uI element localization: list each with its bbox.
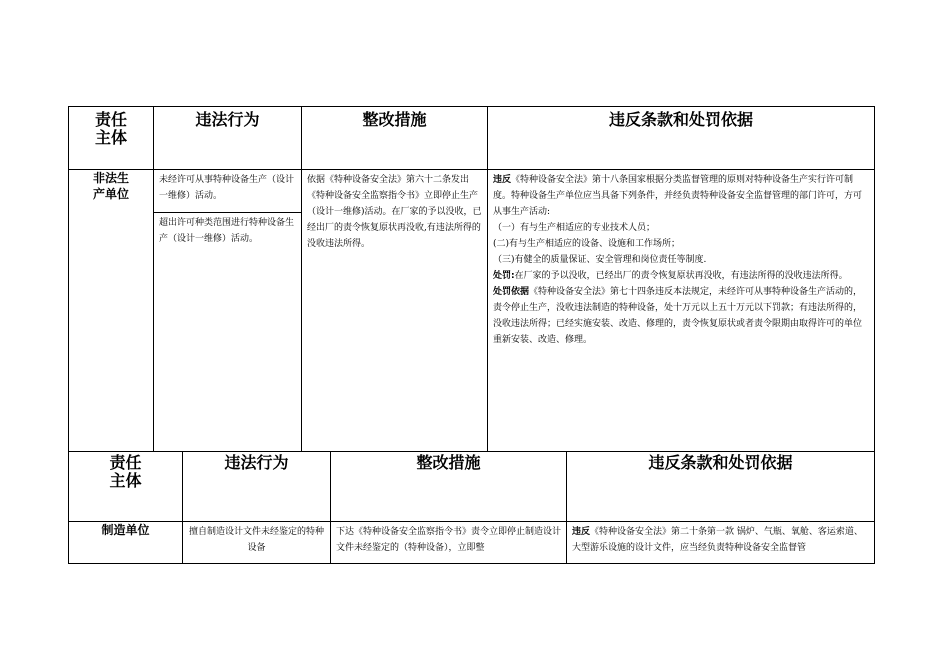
subject-line1: 非法生 bbox=[92, 171, 129, 185]
header-subject-line2: 主体 bbox=[109, 471, 142, 490]
violation-text: 擅自制造设计文件未经鉴定的特种设备 bbox=[188, 527, 324, 553]
header-violation: 违法行为 bbox=[154, 107, 302, 170]
header-row bbox=[69, 107, 875, 170]
basis-item-2: (二)有与生产相适应的设备、设施和工作场所； bbox=[493, 239, 681, 249]
basis-cell bbox=[488, 170, 875, 452]
header-subject bbox=[69, 452, 183, 522]
violation-item-2: 超出许可种类范围进行特种设备生产（设计一维修）活动。 bbox=[154, 212, 301, 247]
header-subject-line1: 责任 bbox=[94, 110, 127, 129]
header-row bbox=[69, 452, 875, 522]
basis-item-1: （一）有与生产相适应的专业技术人员； bbox=[493, 223, 656, 233]
header-violation: 违法行为 bbox=[183, 452, 331, 522]
rectification-cell bbox=[331, 522, 567, 564]
subject-cell bbox=[69, 170, 154, 452]
basis-item-3: （三)有健全的质量保证、安全管理和岗位责任等制度. bbox=[493, 255, 707, 265]
violation-cell bbox=[183, 522, 331, 564]
rectification-text: 依据《特种设备安全法》第六十二条发出《特种设备安全监察指令书》立即停止生产（设计一维修)活动。在厂家的予以没收，已经出厂的责令恢复原状再没收,有违法所得的没收违法所得。 bbox=[307, 175, 482, 249]
rectification-cell bbox=[302, 170, 488, 452]
table-row bbox=[69, 522, 875, 564]
header-rectification: 整改措施 bbox=[331, 452, 567, 522]
violation-item-1: 未经许可从事特种设备生产（设计一维修）活动。 bbox=[159, 175, 295, 201]
basis-cell bbox=[567, 522, 875, 564]
subject-line2: 产单位 bbox=[92, 187, 129, 201]
header-subject bbox=[69, 107, 154, 170]
subject-cell bbox=[69, 522, 183, 564]
violation-table-2 bbox=[68, 451, 875, 564]
header-basis: 违反条款和处罚依据 bbox=[488, 107, 875, 170]
violation-cell bbox=[154, 170, 302, 452]
rectification-text: 下达《特种设备安全监察指令书》责令立即停止制造设计文件未经鉴定的（特种设备），立即整 bbox=[336, 527, 562, 553]
basis-penalty-basis-para: 处罚依据《特种设备安全法》第七十四条违反本法规定，未经许可从事特种设备生产活动的，责令停止生产，没收违法制造的特种设备，处十万元以上五十万元以下罚款；有违法所得的，没收违法所得；已经实施安装、改造、修理的，责令恢复原状或者责令限期由取得许可的单位重新安装、改造、修理。 bbox=[493, 287, 863, 345]
violation-table-1 bbox=[68, 106, 875, 452]
header-subject-line2: 主体 bbox=[94, 128, 127, 147]
subject-text: 制造单位 bbox=[101, 523, 150, 537]
header-rectification: 整改措施 bbox=[302, 107, 488, 170]
basis-violate-para: 违反《特种设备安全法》第二十条第一款 锅炉、气瓶、氧舱、客运索道、大型游乐设施的设计文件，应当经负责特种设备安全监督管 bbox=[572, 527, 863, 553]
table-row bbox=[69, 170, 875, 452]
header-basis: 违反条款和处罚依据 bbox=[567, 452, 875, 522]
basis-penalty-para: 处罚:在厂家的予以没收，已经出厂的责令恢复原状再没收，有违法所得的没收违法所得。 bbox=[493, 271, 848, 281]
basis-violate-para: 违反《特种设备安全法》第十八条国家根据分类监督管理的原则对特种设备生产实行许可制度。特种设备生产单位应当具备下列条件，并经负责特种设备安全监督管理的部门许可，方可从事生产活动: bbox=[493, 175, 863, 217]
header-subject-line1: 责任 bbox=[109, 453, 142, 472]
